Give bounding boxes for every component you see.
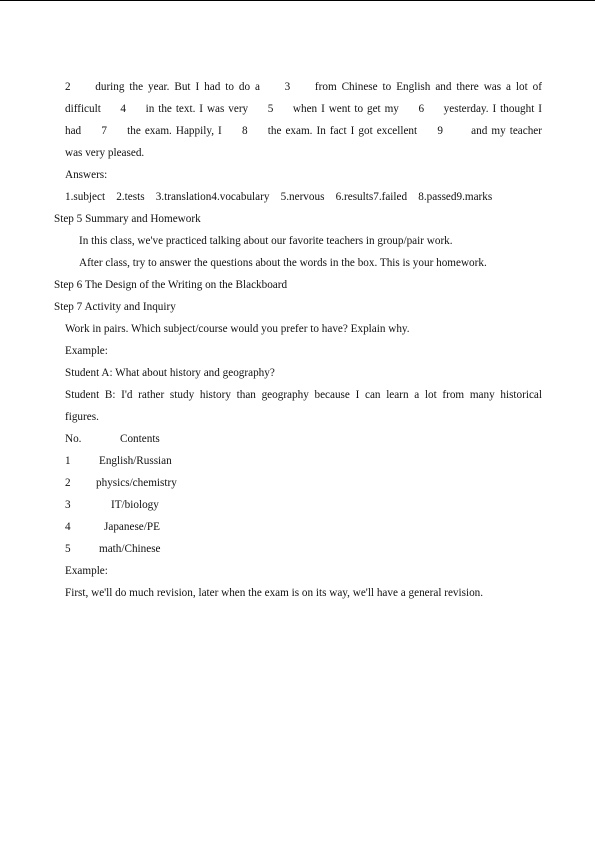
example-label-2: Example: <box>65 565 108 577</box>
passage-line-2: difficult 4 in the text. I was very 5 when I went to get my 6 yesterday. I thought I <box>65 103 542 115</box>
answers-label: Answers: <box>65 169 108 181</box>
example-text-2: First, we'll do much revision, later when the exam is on its way, we'll have a general revision. <box>65 587 484 599</box>
step7-example-label: Example: <box>65 345 108 357</box>
table-row-contents: math/Chinese <box>99 543 161 555</box>
table-row-no: 5 <box>65 543 71 555</box>
table-header-contents: Contents <box>120 433 160 445</box>
passage-line-3: had 7 the exam. Happily, I 8 the exam. In fact I got excellent 9 and my teacher <box>65 125 542 137</box>
step5-paragraph-2: After class, try to answer the questions about the words in the box. This is your homework. <box>79 257 487 269</box>
step6-heading: Step 6 The Design of the Writing on the Blackboard <box>54 279 288 291</box>
table-row-no: 3 <box>65 499 71 511</box>
table-row-contents: Japanese/PE <box>104 521 160 533</box>
passage-line-1: 2 during the year. But I had to do a 3 from Chinese to English and there was a lot of <box>65 81 542 93</box>
table-row-contents: IT/biology <box>111 499 159 511</box>
passage-line-4: was very pleased. <box>65 147 145 159</box>
table-row-no: 1 <box>65 455 71 467</box>
table-row-contents: physics/chemistry <box>96 477 177 489</box>
table-row-no: 2 <box>65 477 71 489</box>
step7-heading: Step 7 Activity and Inquiry <box>54 301 176 313</box>
answers-list: 1.subject 2.tests 3.translation4.vocabulary 5.nervous 6.results7.failed 8.passed9.marks <box>65 191 493 203</box>
step5-heading: Step 5 Summary and Homework <box>54 213 201 225</box>
student-a-line: Student A: What about history and geography? <box>65 367 275 379</box>
table-header-no: No. <box>65 433 82 445</box>
table-row-no: 4 <box>65 521 71 533</box>
student-b-line-2: figures. <box>65 411 99 423</box>
step5-paragraph-1: In this class, we've practiced talking about our favorite teachers in group/pair work. <box>79 235 453 247</box>
table-row-contents: English/Russian <box>99 455 172 467</box>
student-b-line-1: Student B: I'd rather study history than geography because I can learn a lot from many historical <box>65 389 542 401</box>
step7-instruction: Work in pairs. Which subject/course would you prefer to have? Explain why. <box>65 323 410 335</box>
page-top-rule <box>0 0 595 1</box>
